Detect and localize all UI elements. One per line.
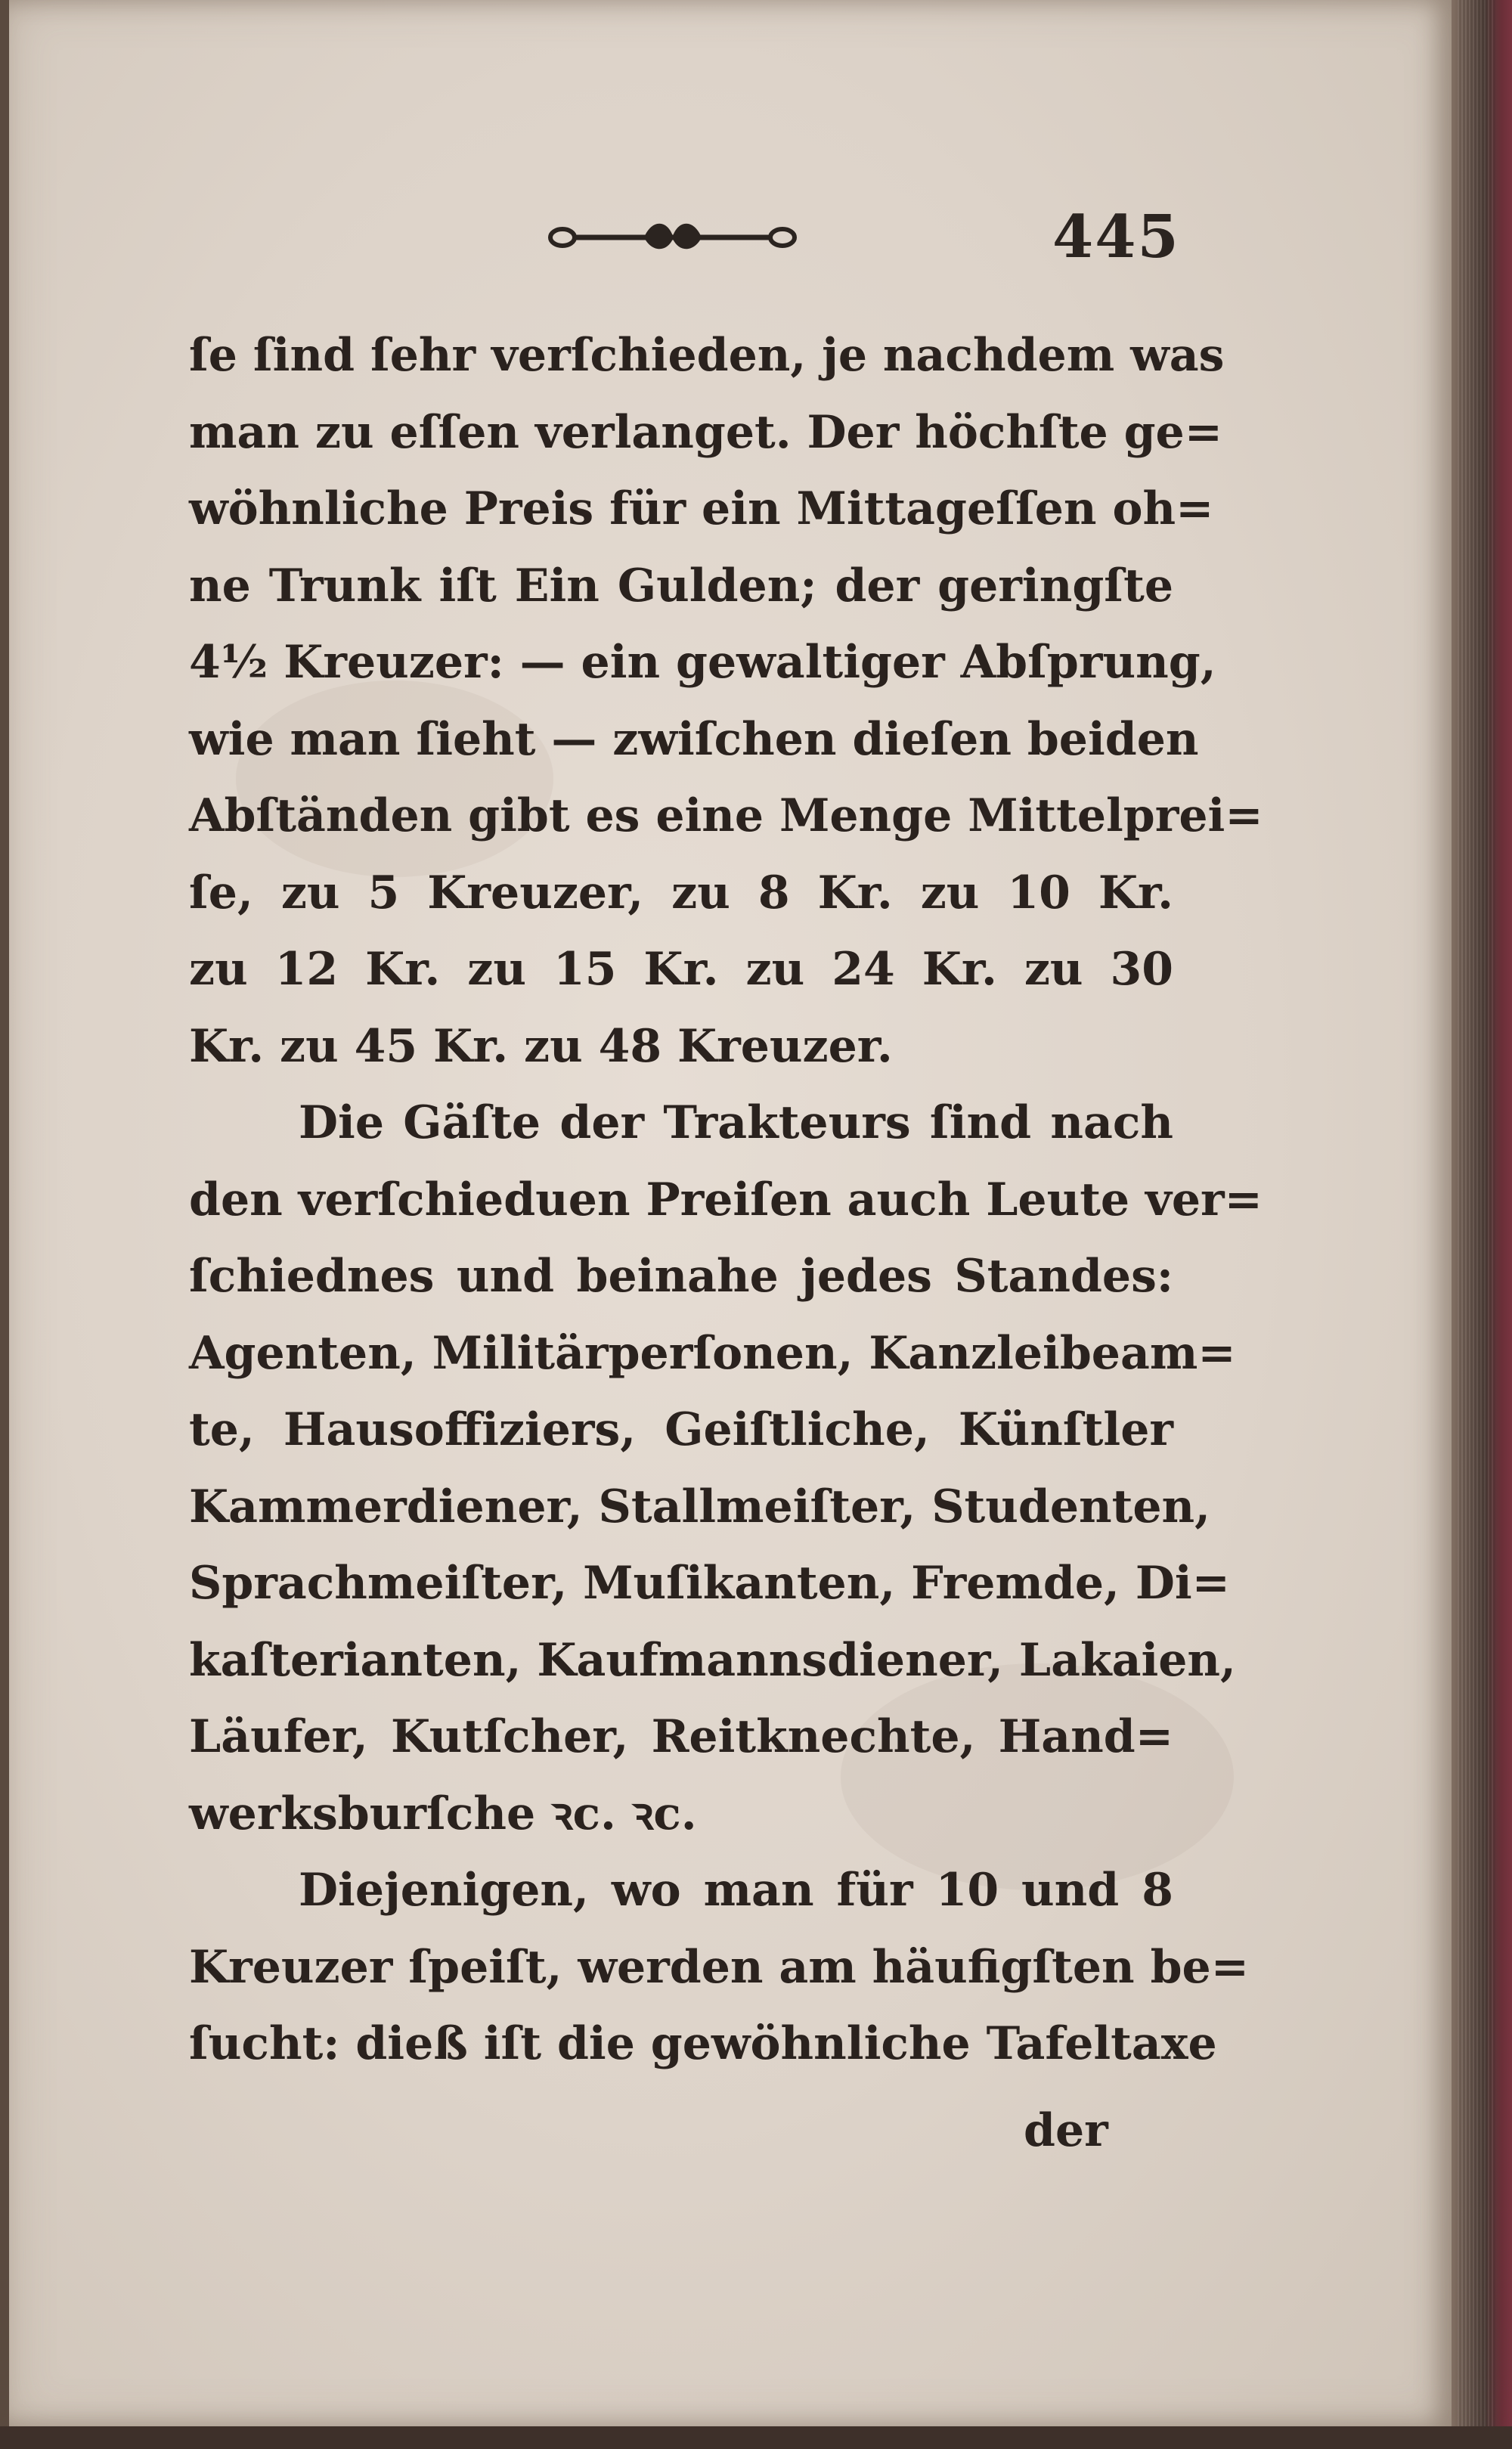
page-stack-edges: [1458, 0, 1495, 2449]
text-line: Kreuzer ſpeiſt, werden am häufigſten be=: [189, 1940, 1249, 1994]
text-line: te, Hausoffiziers, Geiſtliche, Künſtler: [189, 1403, 1173, 1456]
text-line: den verſchieduen Preiſen auch Leute ver=: [189, 1173, 1263, 1226]
text-line: 4½ Kreuzer: — ein gewaltiger Abſprung,: [189, 636, 1216, 689]
body-text: [189, 318, 1263, 2083]
text-line: kaſterianten, Kaufmannsdiener, Lakaien,: [189, 1633, 1236, 1687]
catchword: der: [1024, 2104, 1108, 2157]
text-line: wöhnliche Preis für ein Mittageſſen oh=: [189, 482, 1214, 535]
text-line: ne Trunk iſt Ein Gulden; der geringſte: [189, 559, 1173, 612]
book-bottom-edge: [0, 2426, 1512, 2449]
text-line: Kr. zu 45 Kr. zu 48 Kreuzer.: [189, 1019, 893, 1073]
text-line: Agenten, Militärperſonen, Kanzleibeam=: [189, 1326, 1236, 1380]
book-page: [9, 0, 1452, 2426]
page-number: 445: [1052, 203, 1180, 271]
text-line-paragraph-start: Diejenigen, wo man für 10 und 8: [299, 1864, 1173, 1917]
text-line: ſucht: dieß iſt die gewöhnliche Tafeltaxe: [189, 2017, 1217, 2070]
text-line: Abſtänden gibt es eine Menge Mittelprei=: [189, 789, 1263, 842]
text-line: ſe ſind ſehr verſchieden, je nachdem was: [189, 329, 1225, 382]
text-line: wie man ſieht — zwiſchen dieſen beiden: [189, 712, 1199, 766]
text-line-paragraph-start: Die Gäſte der Trakteurs ſind nach: [299, 1096, 1173, 1149]
text-line: zu 12 Kr. zu 15 Kr. zu 24 Kr. zu 30: [189, 943, 1173, 996]
text-line: ſchiednes und beinahe jedes Standes:: [189, 1250, 1173, 1303]
text-line: werksburſche ꝛc. ꝛc.: [189, 1787, 697, 1840]
text-line: man zu eſſen verlanget. Der höchſte ge=: [189, 405, 1222, 459]
text-line: Läufer, Kutſcher, Reitknechte, Hand=: [189, 1710, 1173, 1763]
text-line: Sprachmeiſter, Muſikanten, Fremde, Di=: [189, 1557, 1230, 1610]
text-line: Kammerdiener, Stallmeiſter, Studenten,: [189, 1480, 1211, 1533]
decorative-rule-ornament: [546, 213, 799, 259]
text-line: ſe, zu 5 Kreuzer, zu 8 Kr. zu 10 Kr.: [189, 866, 1173, 919]
